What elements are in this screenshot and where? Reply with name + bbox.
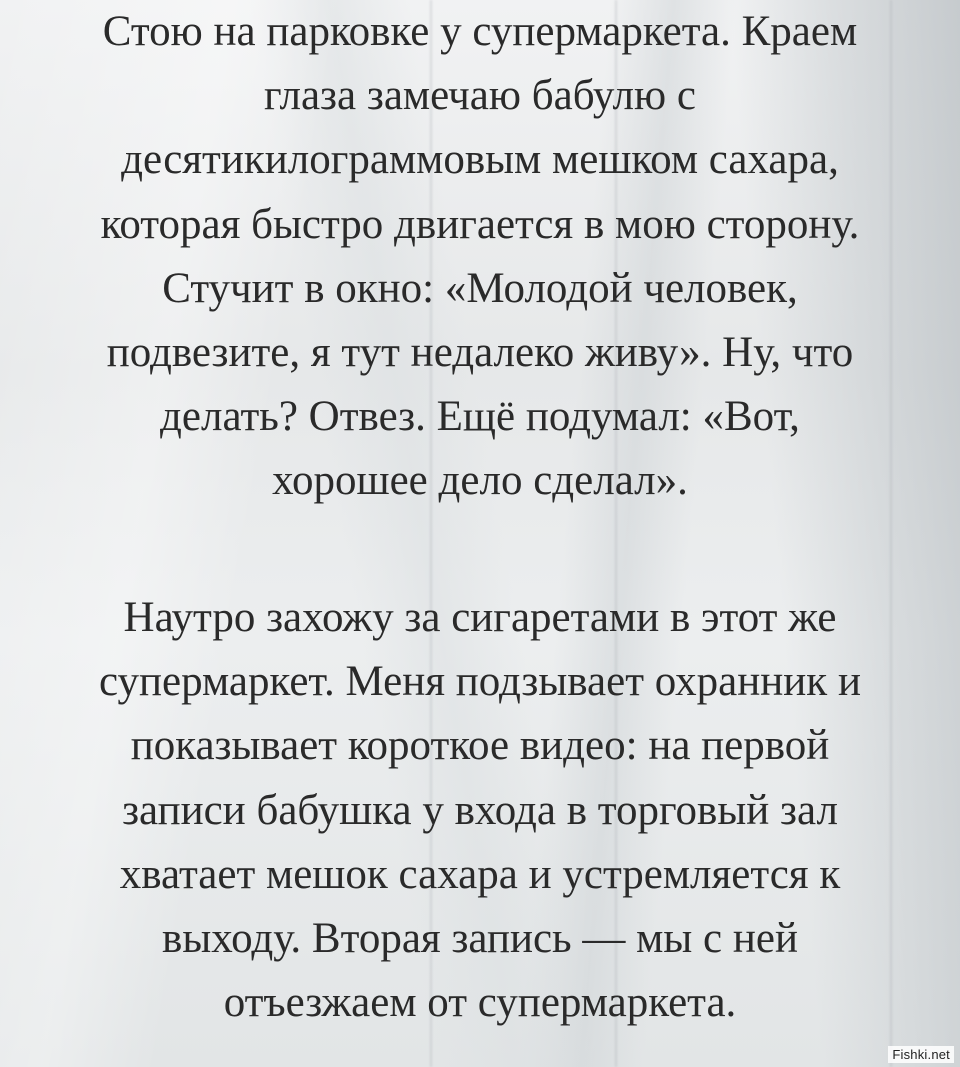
text-line: выходу. Вторая запись — мы с ней <box>162 915 798 963</box>
text-line: Наутро захожу за сигаретами в этот же <box>123 594 837 641</box>
text-line: хватает мешок сахара и устремляется к <box>119 850 841 898</box>
text-line: Стучит в окно: «Молодой человек, <box>162 264 798 312</box>
text-line: записи бабушка у входа в торговый зал <box>122 786 838 834</box>
text-line: показывает короткое видео: на первой <box>130 722 830 770</box>
text-line: которая быстро двигается в мою сторону. <box>100 200 860 248</box>
story-paragraph-1 <box>0 0 960 514</box>
text-line: глаза замечаю бабулю с <box>264 72 696 120</box>
site-watermark: Fishki.net <box>888 1046 954 1063</box>
story-paragraph-2 <box>0 586 960 1035</box>
text-line: хорошее дело сделал». <box>272 457 688 505</box>
text-line: десятикилограммовым мешком сахара, <box>121 136 839 184</box>
text-line: супермаркет. Меня подзывает охранник и <box>99 658 861 706</box>
text-line: отъезжаем от супермаркета. <box>223 979 737 1027</box>
text-line: делать? Отвез. Ещё подумал: «Вот, <box>160 393 800 441</box>
text-line: Стою на парковке у супермаркета. Краем <box>102 8 858 55</box>
text-line: подвезите, я тут недалеко живу». Ну, что <box>106 329 854 377</box>
